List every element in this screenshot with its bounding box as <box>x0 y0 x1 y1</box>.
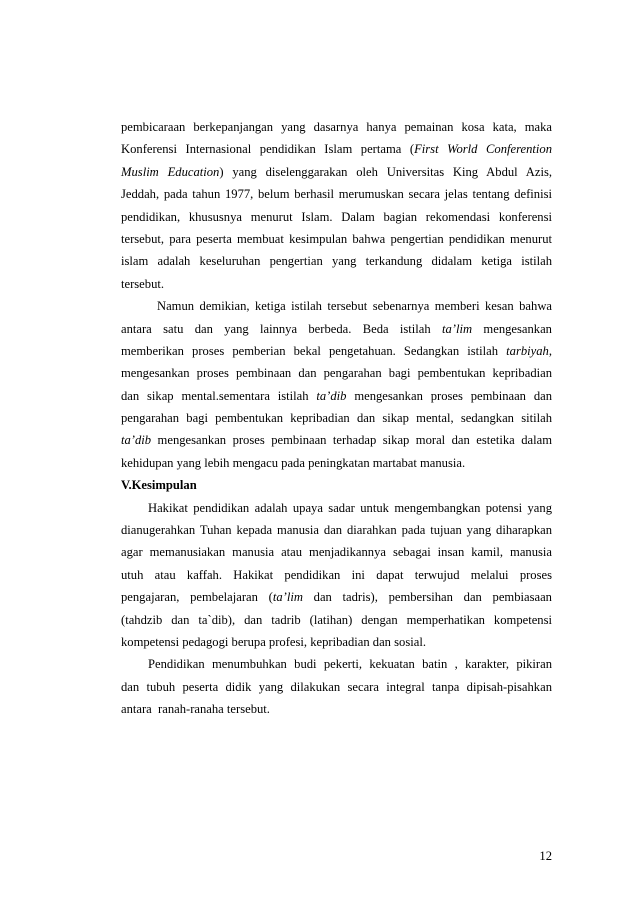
text-line <box>121 295 552 317</box>
text-span: utuh atau kaffah. Hakikat pendidikan ini dapat terwujud melalui proses <box>121 567 552 582</box>
text-span: tersebut, para peserta membuat kesimpulan bahwa pengertian pendidikan menurut <box>121 231 552 246</box>
text-span: mengesankan <box>472 321 552 336</box>
paragraph <box>121 295 552 474</box>
text-line <box>121 519 552 541</box>
text-span: islam adalah keseluruhan pengertian yang terkandung didalam ketiga istilah <box>121 254 552 269</box>
text-line <box>121 407 552 429</box>
text-line <box>121 429 552 451</box>
text-line <box>121 161 552 183</box>
italic-term: ta’lim <box>272 590 303 605</box>
text-span: pendidikan, khususnya menurut Islam. Dalam bagian rekomendasi konferensi <box>121 209 552 224</box>
text-span: tersebut. <box>121 276 165 291</box>
text-span: dan sikap mental.sementara istilah <box>121 388 317 403</box>
text-span: , <box>548 343 552 358</box>
text-line <box>121 452 552 474</box>
text-span: dianugerahkan Tuhan kepada manusia dan diarahkan pada tujuan yang diharapkan <box>121 523 552 538</box>
paragraph <box>121 497 552 654</box>
italic-term: Muslim Education <box>121 164 220 179</box>
text-line <box>121 116 552 138</box>
italic-term: First World Conferention <box>414 142 552 157</box>
text-line <box>121 541 552 563</box>
text-span: pengarahan bagi pembentukan kepribadian dan sikap mental, sedangkan sitilah <box>121 411 552 426</box>
text-span: kompetensi pedagogi berupa profesi, kepribadian dan sosial. <box>121 634 426 649</box>
text-span: antara ranah-ranaha tersebut. <box>121 702 270 717</box>
text-span: dan tubuh peserta didik yang dilakukan secara integral tanpa dipisah-pisahkan <box>121 679 552 694</box>
text-line <box>121 653 552 675</box>
text-line <box>121 138 552 160</box>
paragraph <box>121 653 552 720</box>
italic-term: ta’dib <box>121 433 152 448</box>
italic-term: ta’dib <box>316 388 347 403</box>
text-line <box>121 564 552 586</box>
text-line <box>121 183 552 205</box>
text-span: dan tadris), pembersihan dan pembiasaan <box>302 590 552 605</box>
italic-term: ta’lim <box>442 321 473 336</box>
italic-term: tarbiyah <box>506 343 549 358</box>
paragraph <box>121 116 552 295</box>
text-line <box>121 497 552 519</box>
text-span: mengesankan proses pembinaan terhadap sikap moral dan estetika dalam <box>151 433 552 448</box>
text-line <box>121 273 552 295</box>
text-span: agar memanusiakan manusia atau menjadikannya sebagai insan kamil, manusia <box>121 545 552 560</box>
text-line <box>121 250 552 272</box>
text-line <box>121 631 552 653</box>
page-number: 12 <box>539 849 552 863</box>
text-span: kehidupan yang lebih mengacu pada peningkatan martabat manusia. <box>121 455 466 470</box>
text-span: pengajaran, pembelajaran ( <box>121 590 273 605</box>
text-line <box>121 609 552 631</box>
body-text <box>121 116 552 721</box>
text-line <box>121 698 552 720</box>
text-span: mengesankan proses pembinaan dan pengarahan bagi pembentukan kepribadian <box>121 366 552 381</box>
text-line <box>121 385 552 407</box>
text-span: ) yang diselenggarakan oleh Universitas King Abdul Azis, <box>219 164 553 179</box>
text-line <box>121 206 552 228</box>
text-span: mengesankan proses pembinaan dan <box>346 388 553 403</box>
text-span: Namun demikian, ketiga istilah tersebut sebenarnya memberi kesan bahwa <box>157 299 552 314</box>
text-line <box>121 318 552 340</box>
text-line <box>121 340 552 362</box>
text-span: Konferensi Internasional pendidikan Islam pertama ( <box>121 142 415 157</box>
text-line <box>121 228 552 250</box>
text-span: (tahdzib dan ta`dib), dan tadrib (latihan) dengan memperhatikan kompetensi <box>121 612 552 627</box>
text-span: Pendidikan menumbuhkan budi pekerti, kekuatan batin , karakter, pikiran <box>148 657 552 672</box>
text-span: antara satu dan yang lainnya berbeda. Beda istilah <box>121 321 443 336</box>
text-span: pembicaraan berkepanjangan yang dasarnya hanya pemainan kosa kata, maka <box>121 120 552 134</box>
text-line <box>121 676 552 698</box>
text-span: Jeddah, pada tahun 1977, belum berhasil merumuskan secara jelas tentang definisi <box>121 187 552 202</box>
text-span: memberikan proses pemberian bekal pengetahuan. Sedangkan istilah <box>121 343 507 358</box>
text-line <box>121 586 552 608</box>
section-heading: V.Kesimpulan <box>121 478 197 493</box>
text-span: Hakikat pendidikan adalah upaya sadar untuk mengembangkan potensi yang <box>148 500 552 515</box>
text-line <box>121 362 552 384</box>
